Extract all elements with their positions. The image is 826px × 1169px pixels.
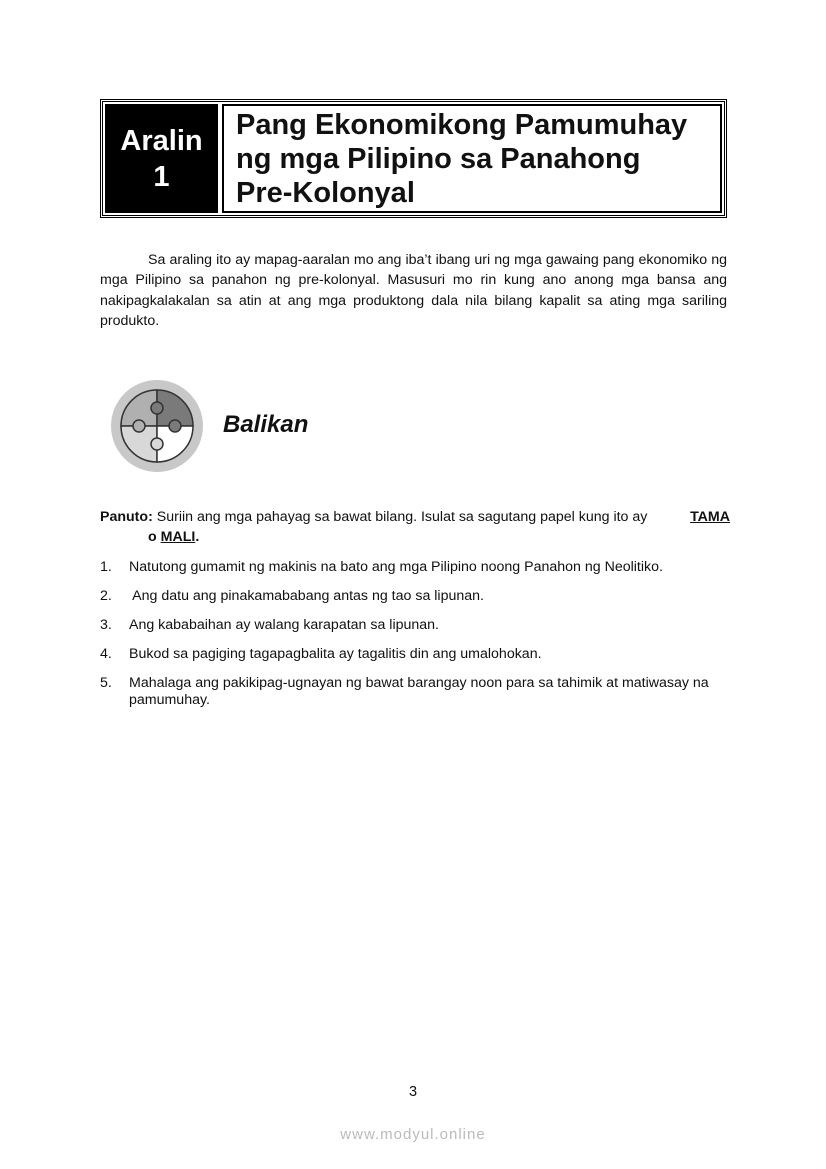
item-text: Natutong gumamit ng makinis na bato ang mga Pilipino noong Panahon ng Neolitiko. — [129, 559, 663, 575]
lesson-number: 1 — [153, 160, 170, 193]
list-item — [100, 559, 730, 576]
instructions-connector: o — [148, 529, 157, 545]
lesson-title-line: ng mga Pilipino sa Panahong — [236, 142, 641, 175]
answer-mali: MALI — [160, 529, 196, 545]
lesson-title-line: Pang Ekonomikong Pamumuhay — [236, 108, 688, 141]
list-item — [100, 646, 730, 663]
lesson-header — [100, 99, 727, 218]
item-number: 4. — [100, 646, 112, 662]
instructions — [100, 507, 730, 547]
item-number: 2. — [100, 588, 112, 604]
lesson-label: Aralin — [120, 124, 203, 157]
lesson-title — [236, 108, 687, 210]
list-item — [100, 588, 730, 605]
instructions-end: . — [195, 529, 200, 545]
item-text: Bukod sa pagiging tagapagbalita ay tagalitis din ang umalohokan. — [129, 646, 542, 662]
question-list — [100, 559, 730, 721]
item-number: 5. — [100, 675, 112, 691]
item-number: 3. — [100, 617, 112, 633]
instructions-label: Panuto: — [100, 509, 153, 525]
item-text: Ang datu ang pinakamababang antas ng tao sa lipunan. — [129, 588, 484, 604]
watermark: www.modyul.online — [340, 1126, 486, 1143]
item-text: Ang kababaihan ay walang karapatan sa lipunan. — [129, 617, 439, 633]
lesson-title-line: Pre-Kolonyal — [236, 176, 415, 209]
section-title: Balikan — [223, 411, 309, 438]
answer-tama: TAMA — [690, 509, 730, 525]
lesson-title-box — [222, 104, 722, 213]
item-number: 1. — [100, 559, 112, 575]
puzzle-icon — [110, 379, 204, 473]
list-item — [100, 617, 730, 634]
instructions-text: Suriin ang mga pahayag sa bawat bilang. Isulat sa sagutang papel kung ito ay — [156, 509, 648, 525]
item-text: Mahalaga ang pakikipag-ugnayan ng bawat barangay noon para sa tahimik at matiwasay na pamumuhay. — [129, 675, 709, 708]
intro-paragraph: Sa araling ito ay mapag-aaralan mo ang iba’t ibang uri ng mga gawaing pang ekonomiko ng mga Pilipino sa panahon ng pre-kolonyal. Masusuri mo rin kung ano anong mga bansa ang nakipagkalakalan sa atin at ang mga produktong dala nila bilang kapalit sa ating mga sariling produkto. — [100, 252, 727, 330]
lesson-number-block — [105, 104, 218, 213]
list-item — [100, 675, 730, 709]
page-number: 3 — [408, 1084, 418, 1100]
